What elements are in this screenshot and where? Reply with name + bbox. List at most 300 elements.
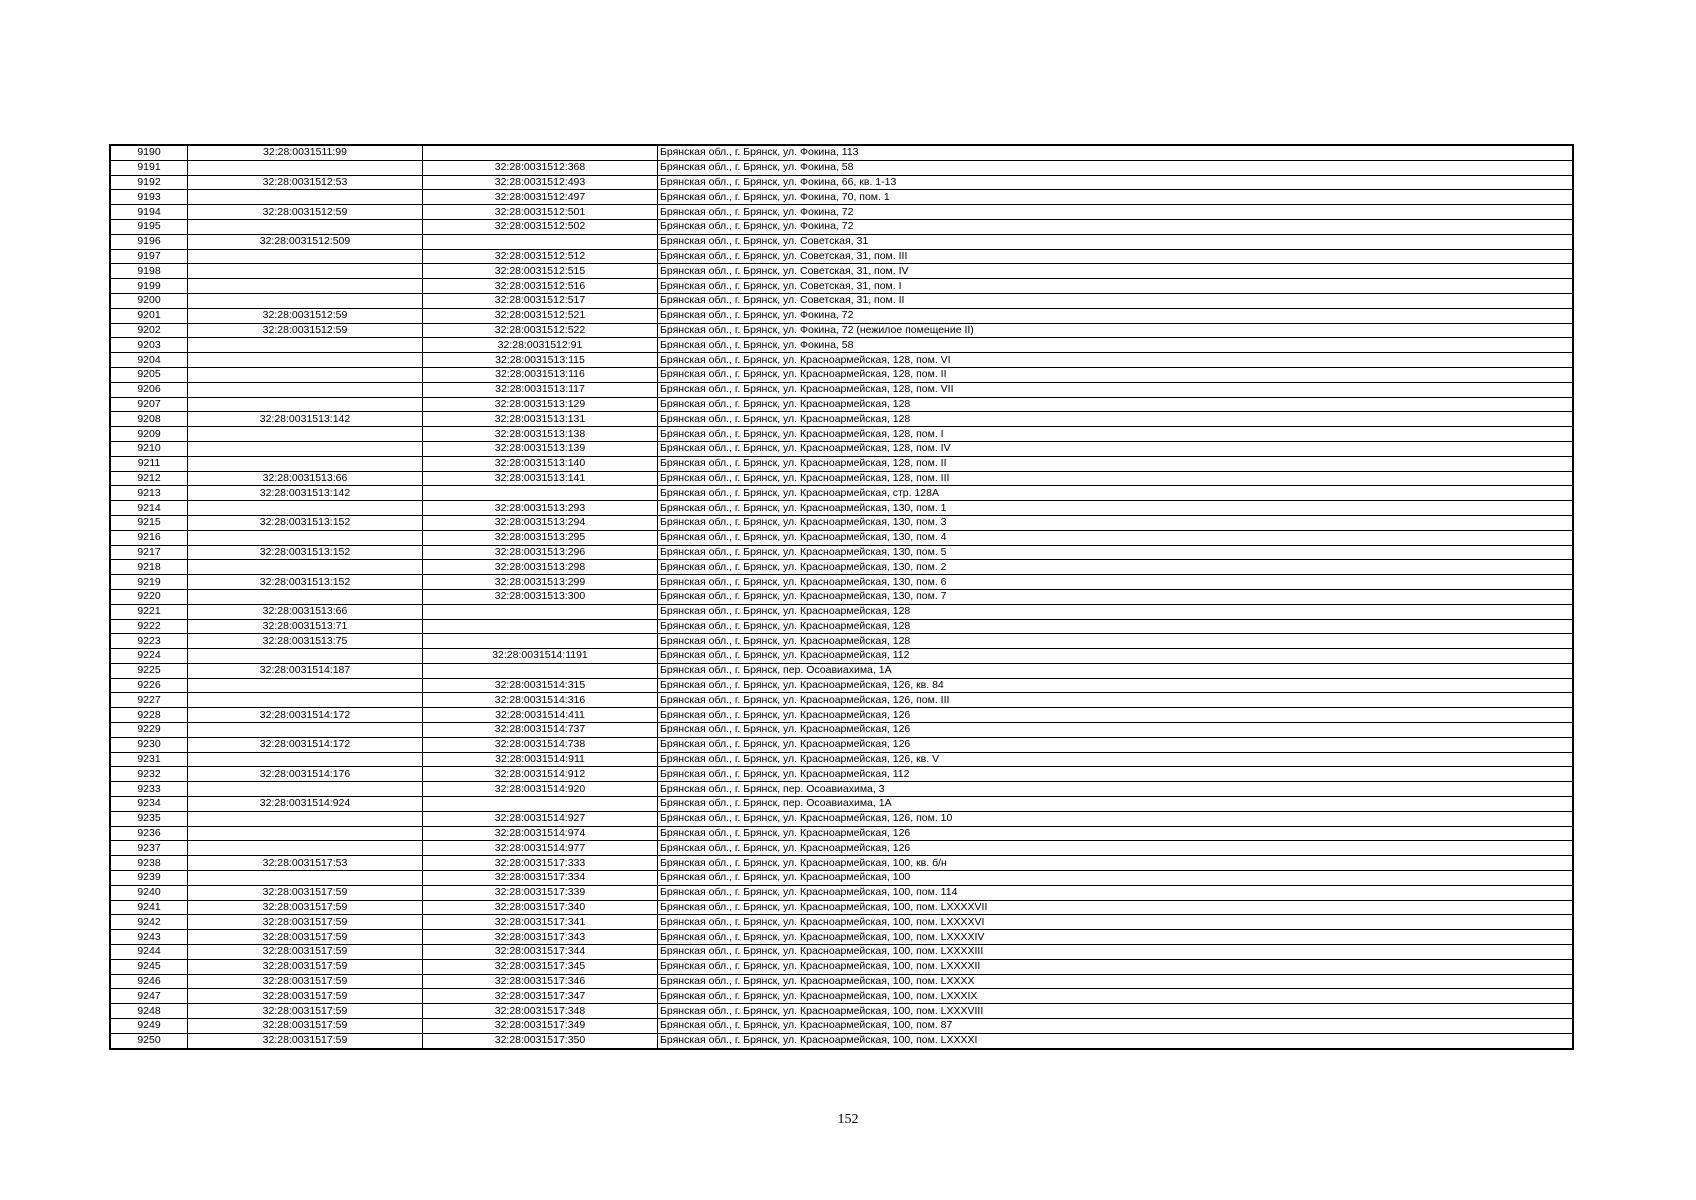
land-parcel-cadastral-number-cell: 32:28:0031514:924: [188, 797, 423, 812]
row-number-cell: 9233: [110, 782, 188, 797]
address-cell: Брянская обл., г. Брянск, ул. Советская, 31, пом. II: [658, 293, 1574, 308]
address-cell: Брянская обл., г. Брянск, ул. Красноармейская, 130, пом. 1: [658, 501, 1574, 516]
table-row: [110, 871, 1573, 886]
object-cadastral-number-cell: [423, 145, 658, 160]
registry-table-body: [110, 145, 1573, 1049]
address-cell: Брянская обл., г. Брянск, ул. Красноармейская, 128: [658, 397, 1574, 412]
table-row: [110, 293, 1573, 308]
land-parcel-cadastral-number-cell: 32:28:0031514:176: [188, 767, 423, 782]
address-cell: Брянская обл., г. Брянск, ул. Фокина, 113: [658, 145, 1574, 160]
object-cadastral-number-cell: 32:28:0031513:117: [423, 382, 658, 397]
land-parcel-cadastral-number-cell: [188, 589, 423, 604]
land-parcel-cadastral-number-cell: [188, 678, 423, 693]
land-parcel-cadastral-number-cell: [188, 649, 423, 664]
object-cadastral-number-cell: [423, 797, 658, 812]
address-cell: Брянская обл., г. Брянск, ул. Красноармейская, 128: [658, 412, 1574, 427]
land-parcel-cadastral-number-cell: [188, 264, 423, 279]
address-cell: Брянская обл., г. Брянск, ул. Красноармейская, 100: [658, 871, 1574, 886]
object-cadastral-number-cell: 32:28:0031513:116: [423, 367, 658, 382]
table-row: [110, 441, 1573, 456]
land-parcel-cadastral-number-cell: 32:28:0031512:59: [188, 323, 423, 338]
address-cell: Брянская обл., г. Брянск, ул. Красноармейская, 100, кв. б/н: [658, 856, 1574, 871]
table-row: [110, 826, 1573, 841]
address-cell: Брянская обл., г. Брянск, ул. Красноармейская, 100, пом. LXXXXIV: [658, 930, 1574, 945]
table-row: [110, 382, 1573, 397]
row-number-cell: 9228: [110, 708, 188, 723]
address-cell: Брянская обл., г. Брянск, ул. Красноармейская, 128: [658, 619, 1574, 634]
table-row: [110, 752, 1573, 767]
table-row: [110, 234, 1573, 249]
page-number: 152: [837, 1112, 859, 1127]
land-parcel-cadastral-number-cell: 32:28:0031513:142: [188, 486, 423, 501]
land-parcel-cadastral-number-cell: 32:28:0031517:59: [188, 930, 423, 945]
object-cadastral-number-cell: [423, 634, 658, 649]
table-row: [110, 811, 1573, 826]
table-row: [110, 249, 1573, 264]
row-number-cell: 9211: [110, 456, 188, 471]
row-number-cell: 9201: [110, 308, 188, 323]
object-cadastral-number-cell: 32:28:0031513:296: [423, 545, 658, 560]
row-number-cell: 9190: [110, 145, 188, 160]
row-number-cell: 9193: [110, 190, 188, 205]
table-row: [110, 530, 1573, 545]
address-cell: Брянская обл., г. Брянск, ул. Красноармейская, 130, пом. 4: [658, 530, 1574, 545]
row-number-cell: 9226: [110, 678, 188, 693]
table-row: [110, 471, 1573, 486]
row-number-cell: 9214: [110, 501, 188, 516]
row-number-cell: 9192: [110, 175, 188, 190]
land-parcel-cadastral-number-cell: [188, 841, 423, 856]
object-cadastral-number-cell: 32:28:0031517:347: [423, 989, 658, 1004]
object-cadastral-number-cell: 32:28:0031517:350: [423, 1033, 658, 1048]
table-row: [110, 989, 1573, 1004]
table-row: [110, 1004, 1573, 1019]
land-parcel-cadastral-number-cell: [188, 293, 423, 308]
land-parcel-cadastral-number-cell: 32:28:0031512:509: [188, 234, 423, 249]
land-parcel-cadastral-number-cell: 32:28:0031512:53: [188, 175, 423, 190]
table-row: [110, 708, 1573, 723]
row-number-cell: 9200: [110, 293, 188, 308]
address-cell: Брянская обл., г. Брянск, пер. Осоавиахима, 1А: [658, 663, 1574, 678]
row-number-cell: 9208: [110, 412, 188, 427]
row-number-cell: 9240: [110, 885, 188, 900]
object-cadastral-number-cell: 32:28:0031514:977: [423, 841, 658, 856]
land-parcel-cadastral-number-cell: 32:28:0031512:59: [188, 308, 423, 323]
land-parcel-cadastral-number-cell: [188, 249, 423, 264]
table-row: [110, 797, 1573, 812]
row-number-cell: 9243: [110, 930, 188, 945]
address-cell: Брянская обл., г. Брянск, ул. Красноармейская, 128, пом. II: [658, 456, 1574, 471]
address-cell: Брянская обл., г. Брянск, ул. Красноармейская, стр. 128А: [658, 486, 1574, 501]
row-number-cell: 9224: [110, 649, 188, 664]
row-number-cell: 9204: [110, 353, 188, 368]
table-row: [110, 515, 1573, 530]
object-cadastral-number-cell: 32:28:0031517:348: [423, 1004, 658, 1019]
object-cadastral-number-cell: 32:28:0031512:522: [423, 323, 658, 338]
object-cadastral-number-cell: 32:28:0031514:315: [423, 678, 658, 693]
land-parcel-cadastral-number-cell: 32:28:0031513:152: [188, 515, 423, 530]
address-cell: Брянская обл., г. Брянск, ул. Красноармейская, 100, пом. LXXXX: [658, 974, 1574, 989]
object-cadastral-number-cell: 32:28:0031517:345: [423, 959, 658, 974]
table-row: [110, 264, 1573, 279]
row-number-cell: 9213: [110, 486, 188, 501]
table-row: [110, 427, 1573, 442]
table-row: [110, 678, 1573, 693]
row-number-cell: 9217: [110, 545, 188, 560]
object-cadastral-number-cell: 32:28:0031513:138: [423, 427, 658, 442]
object-cadastral-number-cell: 32:28:0031517:341: [423, 915, 658, 930]
address-cell: Брянская обл., г. Брянск, ул. Фокина, 72: [658, 219, 1574, 234]
address-cell: Брянская обл., г. Брянск, ул. Фокина, 66, кв. 1-13: [658, 175, 1574, 190]
land-parcel-cadastral-number-cell: 32:28:0031511:99: [188, 145, 423, 160]
table-row: [110, 1033, 1573, 1048]
address-cell: Брянская обл., г. Брянск, ул. Красноармейская, 130, пом. 5: [658, 545, 1574, 560]
object-cadastral-number-cell: 32:28:0031514:738: [423, 737, 658, 752]
land-parcel-cadastral-number-cell: [188, 427, 423, 442]
land-parcel-cadastral-number-cell: 32:28:0031513:152: [188, 545, 423, 560]
row-number-cell: 9234: [110, 797, 188, 812]
address-cell: Брянская обл., г. Брянск, ул. Красноармейская, 126: [658, 708, 1574, 723]
row-number-cell: 9215: [110, 515, 188, 530]
object-cadastral-number-cell: 32:28:0031513:299: [423, 575, 658, 590]
row-number-cell: 9205: [110, 367, 188, 382]
table-row: [110, 160, 1573, 175]
table-row: [110, 323, 1573, 338]
object-cadastral-number-cell: 32:28:0031513:141: [423, 471, 658, 486]
table-row: [110, 885, 1573, 900]
row-number-cell: 9245: [110, 959, 188, 974]
land-parcel-cadastral-number-cell: [188, 160, 423, 175]
address-cell: Брянская обл., г. Брянск, ул. Красноармейская, 100, пом. LXXXXI: [658, 1033, 1574, 1048]
table-row: [110, 856, 1573, 871]
object-cadastral-number-cell: 32:28:0031513:129: [423, 397, 658, 412]
address-cell: Брянская обл., г. Брянск, ул. Красноармейская, 128, пом. IV: [658, 441, 1574, 456]
table-row: [110, 560, 1573, 575]
land-parcel-cadastral-number-cell: [188, 382, 423, 397]
object-cadastral-number-cell: 32:28:0031513:300: [423, 589, 658, 604]
address-cell: Брянская обл., г. Брянск, ул. Красноармейская, 128, пом. VII: [658, 382, 1574, 397]
row-number-cell: 9218: [110, 560, 188, 575]
table-row: [110, 767, 1573, 782]
object-cadastral-number-cell: 32:28:0031517:343: [423, 930, 658, 945]
row-number-cell: 9241: [110, 900, 188, 915]
address-cell: Брянская обл., г. Брянск, ул. Красноармейская, 130, пом. 6: [658, 575, 1574, 590]
object-cadastral-number-cell: 32:28:0031512:501: [423, 205, 658, 220]
address-cell: Брянская обл., г. Брянск, ул. Красноармейская, 126: [658, 826, 1574, 841]
object-cadastral-number-cell: 32:28:0031514:1191: [423, 649, 658, 664]
object-cadastral-number-cell: 32:28:0031514:927: [423, 811, 658, 826]
table-row: [110, 589, 1573, 604]
row-number-cell: 9244: [110, 945, 188, 960]
land-parcel-cadastral-number-cell: 32:28:0031513:66: [188, 604, 423, 619]
land-parcel-cadastral-number-cell: [188, 693, 423, 708]
table-row: [110, 308, 1573, 323]
table-row: [110, 412, 1573, 427]
table-row: [110, 501, 1573, 516]
land-parcel-cadastral-number-cell: [188, 826, 423, 841]
table-row: [110, 367, 1573, 382]
table-row: [110, 279, 1573, 294]
row-number-cell: 9202: [110, 323, 188, 338]
table-row: [110, 634, 1573, 649]
row-number-cell: 9203: [110, 338, 188, 353]
object-cadastral-number-cell: 32:28:0031513:298: [423, 560, 658, 575]
land-parcel-cadastral-number-cell: 32:28:0031514:172: [188, 737, 423, 752]
object-cadastral-number-cell: 32:28:0031513:139: [423, 441, 658, 456]
land-parcel-cadastral-number-cell: [188, 530, 423, 545]
row-number-cell: 9227: [110, 693, 188, 708]
row-number-cell: 9225: [110, 663, 188, 678]
object-cadastral-number-cell: 32:28:0031512:493: [423, 175, 658, 190]
address-cell: Брянская обл., г. Брянск, ул. Красноармейская, 130, пом. 3: [658, 515, 1574, 530]
address-cell: Брянская обл., г. Брянск, ул. Красноармейская, 100, пом. LXXXXVII: [658, 900, 1574, 915]
table-row: [110, 959, 1573, 974]
table-row: [110, 604, 1573, 619]
land-parcel-cadastral-number-cell: 32:28:0031517:59: [188, 974, 423, 989]
object-cadastral-number-cell: 32:28:0031514:737: [423, 723, 658, 738]
address-cell: Брянская обл., г. Брянск, ул. Красноармейская, 126, кв. V: [658, 752, 1574, 767]
address-cell: Брянская обл., г. Брянск, ул. Фокина, 72: [658, 205, 1574, 220]
land-parcel-cadastral-number-cell: [188, 871, 423, 886]
address-cell: Брянская обл., г. Брянск, ул. Красноармейская, 126, пом. III: [658, 693, 1574, 708]
row-number-cell: 9239: [110, 871, 188, 886]
object-cadastral-number-cell: 32:28:0031512:502: [423, 219, 658, 234]
row-number-cell: 9242: [110, 915, 188, 930]
table-row: [110, 545, 1573, 560]
row-number-cell: 9246: [110, 974, 188, 989]
address-cell: Брянская обл., г. Брянск, ул. Красноармейская, 126: [658, 723, 1574, 738]
land-parcel-cadastral-number-cell: [188, 353, 423, 368]
object-cadastral-number-cell: 32:28:0031513:140: [423, 456, 658, 471]
object-cadastral-number-cell: 32:28:0031512:497: [423, 190, 658, 205]
object-cadastral-number-cell: 32:28:0031517:334: [423, 871, 658, 886]
object-cadastral-number-cell: 32:28:0031512:516: [423, 279, 658, 294]
address-cell: Брянская обл., г. Брянск, ул. Советская, 31, пом. I: [658, 279, 1574, 294]
object-cadastral-number-cell: 32:28:0031514:912: [423, 767, 658, 782]
object-cadastral-number-cell: 32:28:0031514:911: [423, 752, 658, 767]
object-cadastral-number-cell: 32:28:0031512:368: [423, 160, 658, 175]
table-row: [110, 1019, 1573, 1034]
row-number-cell: 9197: [110, 249, 188, 264]
land-parcel-cadastral-number-cell: [188, 501, 423, 516]
object-cadastral-number-cell: 32:28:0031512:512: [423, 249, 658, 264]
table-row: [110, 663, 1573, 678]
table-row: [110, 693, 1573, 708]
address-cell: Брянская обл., г. Брянск, ул. Красноармейская, 128: [658, 604, 1574, 619]
object-cadastral-number-cell: 32:28:0031512:515: [423, 264, 658, 279]
land-parcel-cadastral-number-cell: [188, 219, 423, 234]
row-number-cell: 9236: [110, 826, 188, 841]
row-number-cell: 9248: [110, 1004, 188, 1019]
object-cadastral-number-cell: [423, 663, 658, 678]
address-cell: Брянская обл., г. Брянск, ул. Красноармейская, 126, пом. 10: [658, 811, 1574, 826]
land-parcel-cadastral-number-cell: [188, 456, 423, 471]
address-cell: Брянская обл., г. Брянск, ул. Красноармейская, 100, пом. 114: [658, 885, 1574, 900]
land-parcel-cadastral-number-cell: 32:28:0031517:59: [188, 959, 423, 974]
land-parcel-cadastral-number-cell: [188, 723, 423, 738]
row-number-cell: 9247: [110, 989, 188, 1004]
land-parcel-cadastral-number-cell: [188, 397, 423, 412]
object-cadastral-number-cell: 32:28:0031512:91: [423, 338, 658, 353]
table-row: [110, 974, 1573, 989]
object-cadastral-number-cell: [423, 486, 658, 501]
address-cell: Брянская обл., г. Брянск, пер. Осоавиахима, 1А: [658, 797, 1574, 812]
object-cadastral-number-cell: 32:28:0031514:974: [423, 826, 658, 841]
table-row: [110, 205, 1573, 220]
table-row: [110, 190, 1573, 205]
address-cell: Брянская обл., г. Брянск, ул. Красноармейская, 126: [658, 737, 1574, 752]
land-parcel-cadastral-number-cell: 32:28:0031517:59: [188, 945, 423, 960]
address-cell: Брянская обл., г. Брянск, ул. Фокина, 58: [658, 338, 1574, 353]
land-parcel-cadastral-number-cell: 32:28:0031513:142: [188, 412, 423, 427]
row-number-cell: 9199: [110, 279, 188, 294]
row-number-cell: 9230: [110, 737, 188, 752]
land-parcel-cadastral-number-cell: [188, 811, 423, 826]
address-cell: Брянская обл., г. Брянск, ул. Красноармейская, 100, пом. LXXXXIII: [658, 945, 1574, 960]
address-cell: Брянская обл., г. Брянск, ул. Красноармейская, 100, пом. LXXXXII: [658, 959, 1574, 974]
row-number-cell: 9237: [110, 841, 188, 856]
land-parcel-cadastral-number-cell: [188, 752, 423, 767]
object-cadastral-number-cell: 32:28:0031514:316: [423, 693, 658, 708]
address-cell: Брянская обл., г. Брянск, ул. Красноармейская, 126, кв. 84: [658, 678, 1574, 693]
address-cell: Брянская обл., г. Брянск, ул. Фокина, 70, пом. 1: [658, 190, 1574, 205]
table-row: [110, 619, 1573, 634]
object-cadastral-number-cell: 32:28:0031517:349: [423, 1019, 658, 1034]
table-row: [110, 338, 1573, 353]
property-registry-table: [109, 144, 1574, 1050]
land-parcel-cadastral-number-cell: [188, 560, 423, 575]
table-row: [110, 456, 1573, 471]
land-parcel-cadastral-number-cell: [188, 367, 423, 382]
row-number-cell: 9209: [110, 427, 188, 442]
address-cell: Брянская обл., г. Брянск, ул. Красноармейская, 126: [658, 841, 1574, 856]
row-number-cell: 9194: [110, 205, 188, 220]
table-row: [110, 575, 1573, 590]
object-cadastral-number-cell: 32:28:0031517:346: [423, 974, 658, 989]
row-number-cell: 9207: [110, 397, 188, 412]
address-cell: Брянская обл., г. Брянск, ул. Красноармейская, 128, пом. III: [658, 471, 1574, 486]
object-cadastral-number-cell: 32:28:0031512:521: [423, 308, 658, 323]
object-cadastral-number-cell: 32:28:0031517:339: [423, 885, 658, 900]
address-cell: Брянская обл., г. Брянск, ул. Фокина, 72 (нежилое помещение II): [658, 323, 1574, 338]
address-cell: Брянская обл., г. Брянск, ул. Красноармейская, 128, пом. VI: [658, 353, 1574, 368]
table-row: [110, 900, 1573, 915]
row-number-cell: 9249: [110, 1019, 188, 1034]
address-cell: Брянская обл., г. Брянск, ул. Красноармейская, 112: [658, 767, 1574, 782]
land-parcel-cadastral-number-cell: 32:28:0031517:53: [188, 856, 423, 871]
table-row: [110, 915, 1573, 930]
table-row: [110, 945, 1573, 960]
land-parcel-cadastral-number-cell: 32:28:0031513:75: [188, 634, 423, 649]
row-number-cell: 9223: [110, 634, 188, 649]
row-number-cell: 9210: [110, 441, 188, 456]
land-parcel-cadastral-number-cell: [188, 279, 423, 294]
table-row: [110, 723, 1573, 738]
address-cell: Брянская обл., г. Брянск, ул. Красноармейская, 100, пом. LXXXIX: [658, 989, 1574, 1004]
address-cell: Брянская обл., г. Брянск, ул. Советская, 31: [658, 234, 1574, 249]
land-parcel-cadastral-number-cell: 32:28:0031517:59: [188, 1019, 423, 1034]
row-number-cell: 9198: [110, 264, 188, 279]
table-row: [110, 175, 1573, 190]
row-number-cell: 9219: [110, 575, 188, 590]
row-number-cell: 9196: [110, 234, 188, 249]
address-cell: Брянская обл., г. Брянск, ул. Красноармейская, 128: [658, 634, 1574, 649]
address-cell: Брянская обл., г. Брянск, ул. Красноармейская, 100, пом. 87: [658, 1019, 1574, 1034]
land-parcel-cadastral-number-cell: 32:28:0031513:152: [188, 575, 423, 590]
row-number-cell: 9221: [110, 604, 188, 619]
address-cell: Брянская обл., г. Брянск, ул. Красноармейская, 128, пом. I: [658, 427, 1574, 442]
land-parcel-cadastral-number-cell: 32:28:0031517:59: [188, 989, 423, 1004]
object-cadastral-number-cell: 32:28:0031513:294: [423, 515, 658, 530]
row-number-cell: 9216: [110, 530, 188, 545]
object-cadastral-number-cell: [423, 234, 658, 249]
object-cadastral-number-cell: 32:28:0031513:131: [423, 412, 658, 427]
row-number-cell: 9222: [110, 619, 188, 634]
address-cell: Брянская обл., г. Брянск, ул. Красноармейская, 128, пом. II: [658, 367, 1574, 382]
land-parcel-cadastral-number-cell: 32:28:0031513:71: [188, 619, 423, 634]
object-cadastral-number-cell: 32:28:0031513:115: [423, 353, 658, 368]
land-parcel-cadastral-number-cell: [188, 190, 423, 205]
row-number-cell: 9238: [110, 856, 188, 871]
table-row: [110, 737, 1573, 752]
object-cadastral-number-cell: 32:28:0031512:517: [423, 293, 658, 308]
address-cell: Брянская обл., г. Брянск, ул. Фокина, 72: [658, 308, 1574, 323]
object-cadastral-number-cell: [423, 604, 658, 619]
land-parcel-cadastral-number-cell: 32:28:0031513:66: [188, 471, 423, 486]
land-parcel-cadastral-number-cell: [188, 441, 423, 456]
address-cell: Брянская обл., г. Брянск, ул. Красноармейская, 130, пом. 7: [658, 589, 1574, 604]
address-cell: Брянская обл., г. Брянск, ул. Красноармейская, 130, пом. 2: [658, 560, 1574, 575]
row-number-cell: 9220: [110, 589, 188, 604]
table-row: [110, 397, 1573, 412]
row-number-cell: 9235: [110, 811, 188, 826]
table-row: [110, 353, 1573, 368]
address-cell: Брянская обл., г. Брянск, ул. Красноармейская, 100, пом. LXXXXVI: [658, 915, 1574, 930]
row-number-cell: 9195: [110, 219, 188, 234]
table-row: [110, 649, 1573, 664]
land-parcel-cadastral-number-cell: [188, 338, 423, 353]
land-parcel-cadastral-number-cell: 32:28:0031517:59: [188, 900, 423, 915]
address-cell: Брянская обл., г. Брянск, пер. Осоавиахима, 3: [658, 782, 1574, 797]
address-cell: Брянская обл., г. Брянск, ул. Советская, 31, пом. IV: [658, 264, 1574, 279]
land-parcel-cadastral-number-cell: [188, 782, 423, 797]
table-row: [110, 486, 1573, 501]
table-row: [110, 841, 1573, 856]
object-cadastral-number-cell: 32:28:0031514:920: [423, 782, 658, 797]
row-number-cell: 9250: [110, 1033, 188, 1048]
row-number-cell: 9229: [110, 723, 188, 738]
land-parcel-cadastral-number-cell: 32:28:0031517:59: [188, 915, 423, 930]
row-number-cell: 9212: [110, 471, 188, 486]
table-row: [110, 930, 1573, 945]
row-number-cell: 9232: [110, 767, 188, 782]
object-cadastral-number-cell: 32:28:0031517:344: [423, 945, 658, 960]
object-cadastral-number-cell: 32:28:0031513:293: [423, 501, 658, 516]
land-parcel-cadastral-number-cell: 32:28:0031517:59: [188, 1033, 423, 1048]
address-cell: Брянская обл., г. Брянск, ул. Красноармейская, 100, пом. LXXXVIII: [658, 1004, 1574, 1019]
object-cadastral-number-cell: 32:28:0031514:411: [423, 708, 658, 723]
row-number-cell: 9231: [110, 752, 188, 767]
land-parcel-cadastral-number-cell: 32:28:0031517:59: [188, 885, 423, 900]
table-row: [110, 782, 1573, 797]
address-cell: Брянская обл., г. Брянск, ул. Советская, 31, пом. III: [658, 249, 1574, 264]
row-number-cell: 9191: [110, 160, 188, 175]
object-cadastral-number-cell: 32:28:0031517:340: [423, 900, 658, 915]
address-cell: Брянская обл., г. Брянск, ул. Фокина, 58: [658, 160, 1574, 175]
row-number-cell: 9206: [110, 382, 188, 397]
object-cadastral-number-cell: 32:28:0031513:295: [423, 530, 658, 545]
object-cadastral-number-cell: 32:28:0031517:333: [423, 856, 658, 871]
